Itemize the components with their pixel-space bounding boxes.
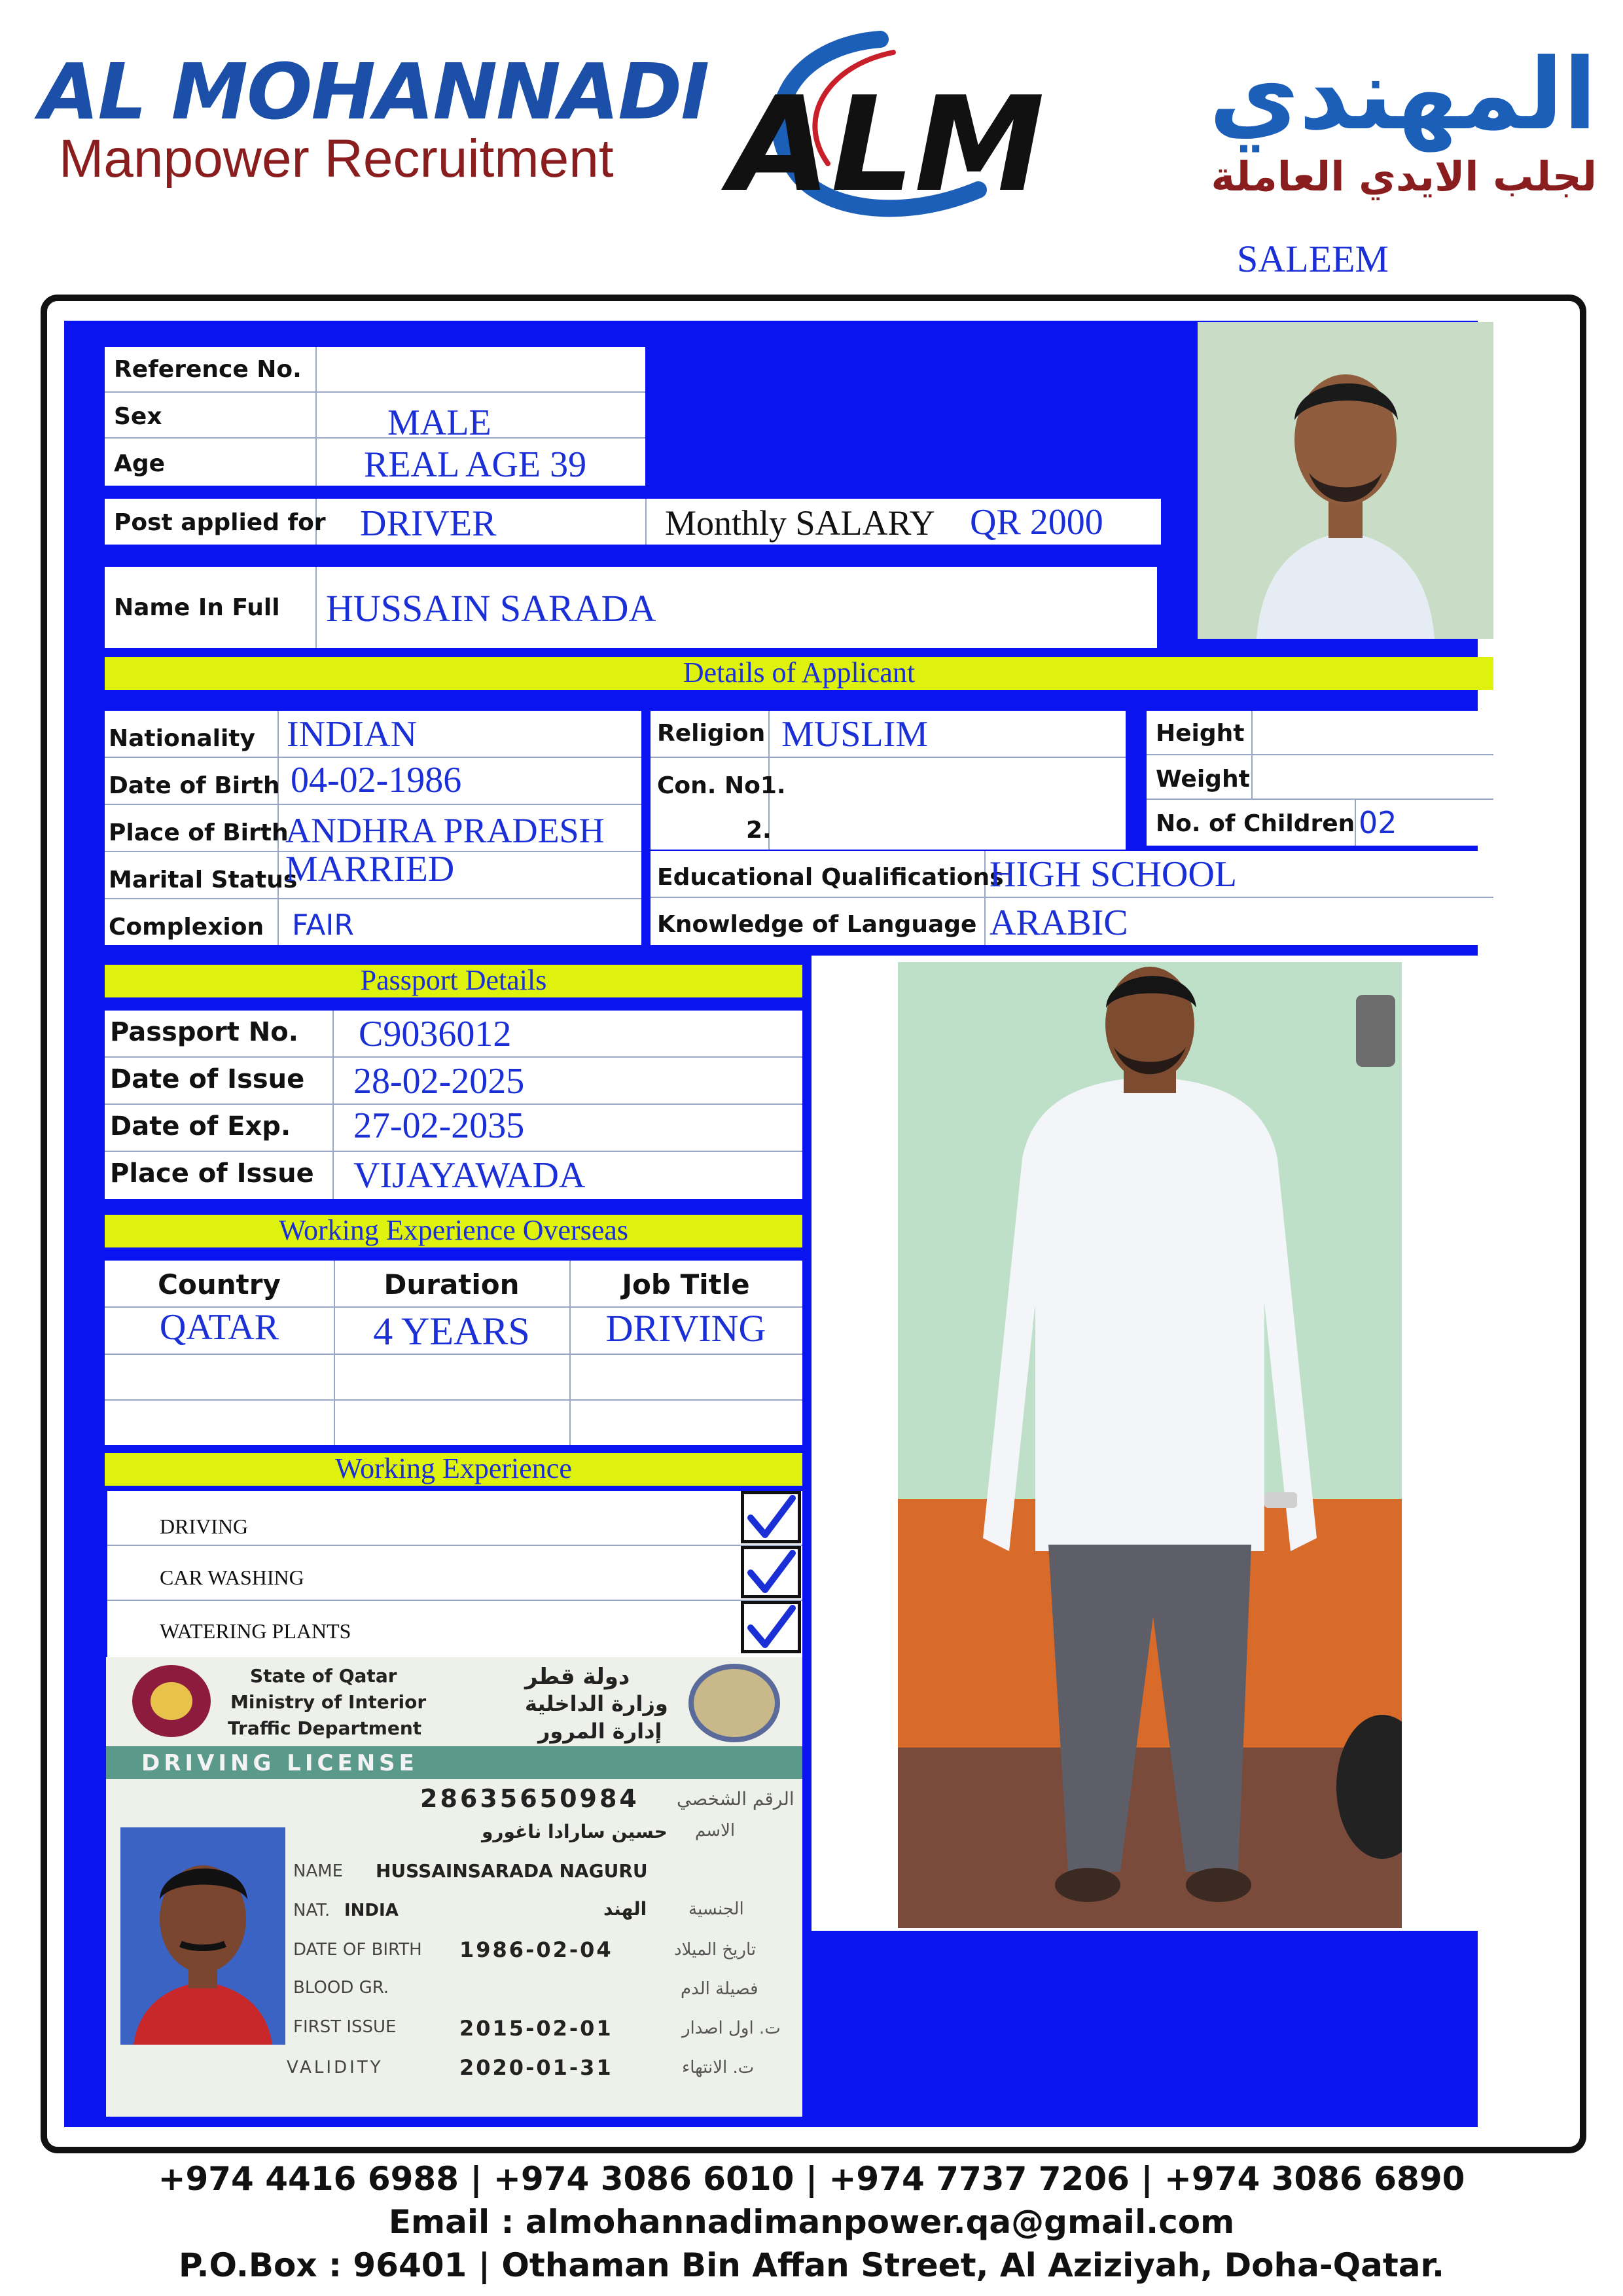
expiry-date-value: 27-02-2035 (353, 1105, 525, 1146)
license-dept-ar: إدارة المرور (538, 1719, 662, 1744)
expiry-date-label: Date of Exp. (110, 1111, 291, 1141)
passport-section-title: Passport Details (105, 965, 802, 997)
dob-label: Date of Birth (109, 772, 280, 799)
license-validity-label: VALIDITY (287, 2058, 383, 2077)
children-value: 02 (1359, 805, 1397, 840)
name-label: Name In Full (114, 594, 280, 621)
agent-name: SALEEM (1237, 238, 1389, 280)
license-dob-value: 1986-02-04 (459, 1937, 613, 1962)
complexion-label: Complexion (109, 914, 264, 941)
license-nat-value: INDIA (344, 1901, 399, 1920)
logo-letters: ALM (730, 69, 1045, 221)
license-first-issue-ar-label: ت. اول اصدار (682, 2018, 781, 2038)
pob-value: ANDHRA PRADESH (285, 811, 605, 850)
education-value: HIGH SCHOOL (990, 854, 1237, 895)
experience-item-driving: DRIVING (160, 1515, 249, 1538)
sex-value: MALE (387, 403, 491, 443)
dob-value: 04-02-1986 (291, 760, 462, 800)
license-photo (120, 1827, 285, 2045)
passport-no-label: Passport No. (110, 1017, 298, 1047)
reference-label: Reference No. (114, 356, 302, 383)
weight-label: Weight (1156, 766, 1250, 793)
top-info-table (105, 347, 645, 486)
passport-table (105, 1011, 802, 1199)
experience-item-car-washing: CAR WASHING (160, 1566, 304, 1589)
post-value: DRIVER (360, 503, 497, 544)
details-section-title: Details of Applicant (105, 657, 1493, 690)
religion-value: MUSLIM (781, 714, 929, 755)
check-icon[interactable] (741, 1546, 801, 1598)
license-state-en: State of Qatar (250, 1665, 397, 1687)
overseas-header-country: Country (158, 1268, 281, 1300)
alm-logo (717, 26, 1057, 229)
license-state-ar: دولة قطر (525, 1664, 630, 1690)
education-language-table (651, 851, 1493, 945)
experience-section-title: Working Experience (105, 1453, 802, 1486)
height-weight-table (1147, 711, 1493, 846)
religion-label: Religion (657, 720, 766, 747)
contact2-label: 2. (746, 817, 772, 844)
license-validity-ar-label: ت. الانتهاء (682, 2058, 755, 2077)
brand-arabic-title: المهندي (1209, 38, 1597, 152)
driving-license-card (106, 1657, 802, 2117)
issue-place-label: Place of Issue (110, 1158, 314, 1189)
license-dob-ar-label: تاريخ الميلاد (674, 1940, 757, 1960)
issue-date-value: 28-02-2025 (353, 1061, 525, 1102)
footer-email: Email : almohannadimanpower.qa@gmail.com (388, 2203, 1235, 2241)
reference-field[interactable] (327, 353, 635, 386)
qatar-emblem (132, 1665, 211, 1737)
check-icon[interactable] (741, 1601, 801, 1653)
overseas-job-value: DRIVING (605, 1307, 766, 1350)
license-blood-label: BLOOD GR. (293, 1978, 389, 1998)
age-label: Age (114, 450, 166, 477)
passport-no-value: C9036012 (359, 1014, 512, 1054)
post-salary-row (105, 499, 1161, 545)
license-name-ar-value: حسين سارادا ناغورو (482, 1821, 668, 1842)
contact1-label: Con. No1. (657, 772, 786, 799)
overseas-header-job: Job Title (622, 1268, 750, 1300)
license-hologram (688, 1664, 780, 1742)
brand-name: AL MOHANNADI (39, 46, 709, 137)
applicant-fullbody-photo (898, 962, 1402, 1928)
overseas-header-duration: Duration (383, 1268, 520, 1300)
height-label: Height (1156, 720, 1245, 747)
license-name-label: NAME (293, 1861, 344, 1881)
overseas-duration-value: 4 YEARS (373, 1310, 530, 1353)
complexion-value: FAIR (292, 908, 354, 942)
salary-value: QR 2000 (970, 502, 1103, 543)
license-banner (106, 1746, 802, 1779)
license-blood-ar-label: فصيلة الدم (681, 1979, 758, 1999)
name-row (105, 567, 1157, 648)
overseas-country-value: QATAR (159, 1307, 279, 1348)
footer (0, 2157, 1623, 2288)
license-nat-label: NAT. (293, 1901, 330, 1920)
religion-contact-table (651, 711, 1126, 850)
license-name-value: HUSSAINSARADA NAGURU (376, 1860, 648, 1882)
language-label: Knowledge of Language (657, 911, 977, 938)
license-personal-no-ar: الرقم الشخصي (677, 1788, 794, 1810)
applicant-headshot (1198, 322, 1493, 639)
language-value: ARABIC (990, 903, 1128, 943)
license-validity-value: 2020-01-31 (459, 2055, 613, 2080)
nationality-label: Nationality (109, 725, 255, 752)
license-ministry-en: Ministry of Interior (230, 1691, 427, 1713)
brand-english (39, 46, 720, 188)
license-name-ar-label: الاسم (695, 1821, 736, 1840)
issue-date-label: Date of Issue (110, 1064, 305, 1094)
salary-label: Monthly SALARY (665, 503, 935, 543)
details-left-table (105, 711, 641, 945)
issue-place-value: VIJAYAWADA (353, 1155, 586, 1196)
footer-phones: +974 4416 6988 | +974 3086 6010 | +974 7737 7206 | +974 3086 6890 (158, 2160, 1465, 2198)
license-nat-ar-value: الهند (603, 1898, 647, 1920)
license-first-issue-value: 2015-02-01 (459, 2016, 613, 2041)
check-icon[interactable] (741, 1491, 801, 1543)
name-value: HUSSAIN SARADA (326, 587, 656, 630)
license-dept-en: Traffic Department (228, 1717, 422, 1739)
overseas-section-title: Working Experience Overseas (105, 1215, 802, 1247)
sex-label: Sex (114, 403, 162, 430)
experience-item-watering-plants: WATERING PLANTS (160, 1619, 351, 1643)
license-first-issue-label: FIRST ISSUE (293, 2017, 397, 2037)
footer-address: P.O.Box : 96401 | Othaman Bin Affan Street, Al Aziziyah, Doha-Qatar. (179, 2246, 1444, 2284)
license-banner-text: DRIVING LICENSE (141, 1750, 418, 1776)
brand-tagline: Manpower Recruitment (59, 129, 614, 188)
brand-arabic-subtitle: لجلب الايدي العاملة (1211, 152, 1597, 200)
overseas-table (105, 1261, 802, 1445)
education-label: Educational Qualifications (657, 864, 1004, 891)
license-nat-ar-label: الجنسية (688, 1899, 744, 1919)
pob-label: Place of Birth (109, 819, 289, 846)
license-dob-label: DATE OF BIRTH (293, 1940, 422, 1960)
marital-label: Marital Status (109, 867, 298, 893)
license-ministry-ar: وزارة الداخلية (525, 1691, 668, 1716)
post-label: Post applied for (114, 509, 326, 536)
license-personal-no: 28635650984 (420, 1784, 639, 1813)
experience-table (107, 1491, 802, 1657)
children-label: No. of Children (1156, 810, 1355, 837)
nationality-value: INDIAN (287, 714, 418, 755)
marital-value: MARRIED (285, 849, 455, 889)
brand-arabic (1034, 39, 1597, 203)
age-value: REAL AGE 39 (364, 444, 587, 485)
